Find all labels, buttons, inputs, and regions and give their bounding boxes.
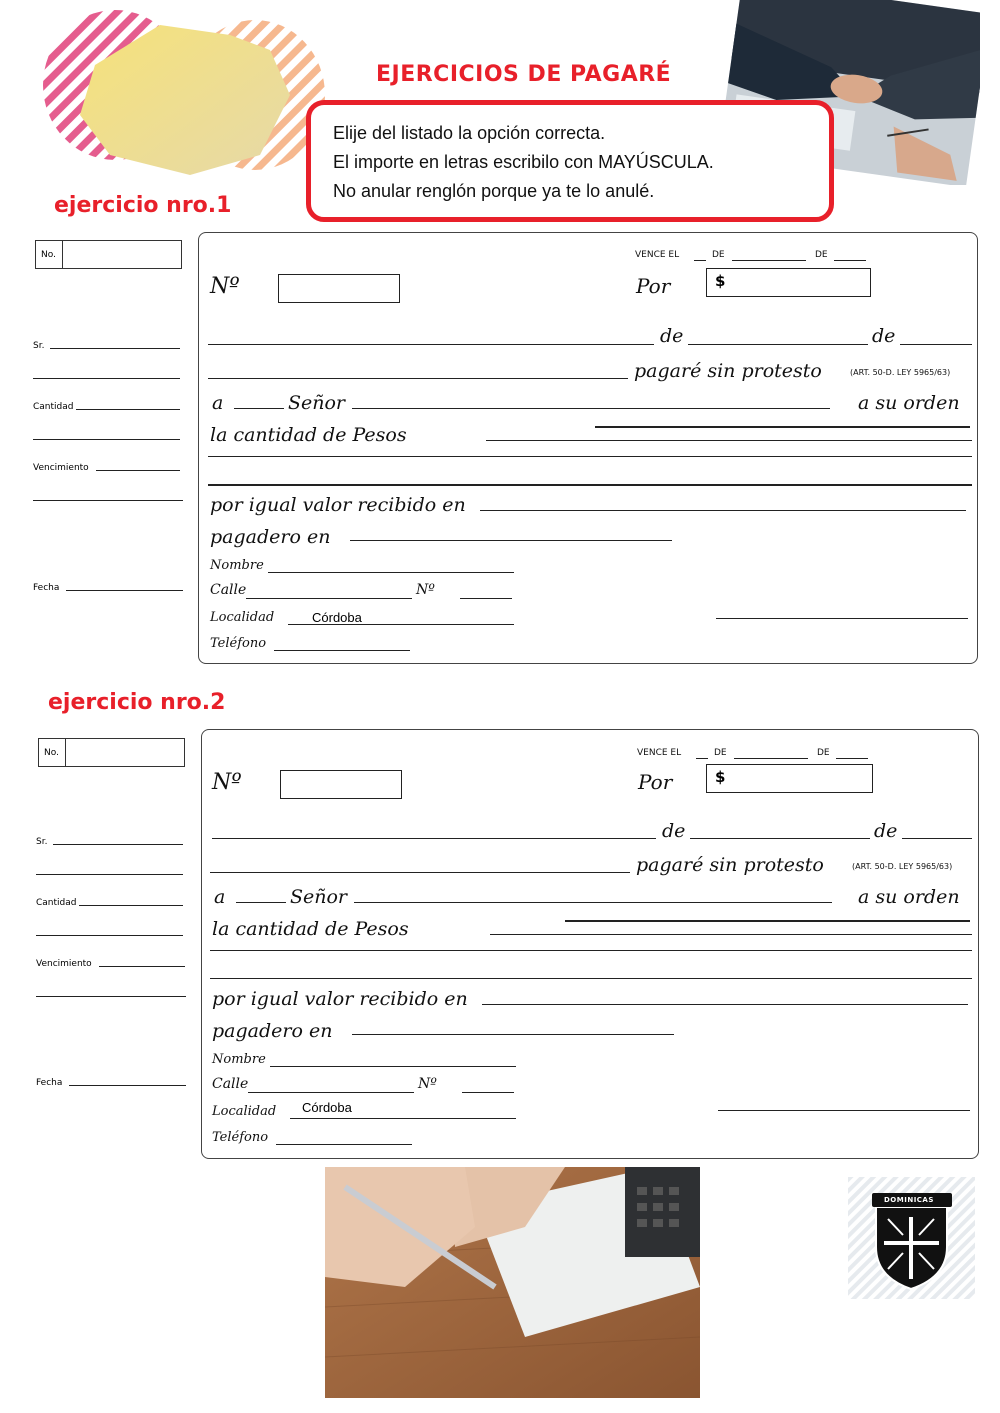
stub-number-field[interactable] [38, 738, 185, 767]
de-label: DE [815, 250, 828, 260]
number-input[interactable] [278, 274, 400, 303]
instruction-line: El importe en letras escribilo con MAYÚSCULA. [333, 152, 714, 172]
localidad-label: Localidad [212, 1104, 277, 1119]
signature-line [716, 618, 968, 619]
nombre-label: Nombre [212, 1052, 266, 1067]
de-label: de [872, 325, 896, 347]
stub-vencimiento-label: Vencimiento [36, 959, 92, 969]
decorative-splash [40, 5, 330, 195]
cantidad-label: la cantidad de Pesos [210, 424, 407, 446]
instruction-line: No anular renglón porque ya te lo anulé. [333, 181, 655, 201]
stub-no-label: No. [41, 250, 56, 260]
num-label: Nº [416, 582, 435, 598]
exercise-1-label: ejercicio nro.1 [54, 193, 232, 218]
exercise-1 [0, 228, 1000, 668]
calle-label: Calle [212, 1076, 249, 1092]
de-label: DE [817, 748, 830, 758]
senor-label: Señor [290, 886, 348, 908]
por-label: Por [638, 770, 673, 794]
localidad-value: Córdoba [302, 1100, 352, 1115]
de-label: de [662, 820, 686, 842]
igual-label: por igual valor recibido en [212, 988, 468, 1010]
num-label: Nº [418, 1076, 437, 1092]
stub-number-field[interactable] [35, 240, 182, 269]
stub-no-label: No. [44, 748, 59, 758]
localidad-value: Córdoba [312, 610, 362, 625]
stub-vencimiento-label: Vencimiento [33, 463, 89, 473]
stub-fecha-label: Fecha [36, 1078, 63, 1088]
stub-fecha-label: Fecha [33, 583, 60, 593]
instruction-line: Elije del listado la opción correcta. [333, 123, 606, 143]
logo-text: DOMINICAS [884, 1196, 934, 1204]
localidad-label: Localidad [210, 610, 275, 625]
orden-label: a su orden [858, 886, 960, 908]
page-title: EJERCICIOS DE PAGARÉ [376, 62, 672, 87]
signature-line [718, 1110, 970, 1111]
amount-input[interactable] [706, 268, 871, 297]
stub-cantidad-label: Cantidad [33, 402, 74, 412]
telefono-label: Teléfono [212, 1130, 269, 1145]
numero-label: Nº [212, 770, 242, 795]
nombre-label: Nombre [210, 558, 264, 573]
pagare-label: pagaré sin protesto [636, 854, 824, 876]
ley-label: (ART. 50-D. LEY 5965/63) [850, 368, 951, 377]
exercise-2 [0, 724, 1000, 1164]
pagadero-label: pagadero en [212, 1020, 333, 1042]
amount-input[interactable] [706, 764, 873, 793]
currency-symbol: $ [715, 768, 726, 786]
de-label: DE [714, 748, 727, 758]
calle-label: Calle [210, 582, 247, 598]
a-label: a [214, 886, 226, 908]
orden-label: a su orden [858, 392, 960, 414]
cantidad-label: la cantidad de Pesos [212, 918, 409, 940]
stub-sr-label: Sr. [33, 341, 45, 351]
currency-symbol: $ [715, 272, 726, 290]
de-label: de [874, 820, 898, 842]
de-label: de [660, 325, 684, 347]
senor-label: Señor [288, 392, 346, 414]
de-label: DE [712, 250, 725, 260]
por-label: Por [636, 274, 671, 298]
school-logo [848, 1177, 975, 1299]
numero-label: Nº [210, 274, 240, 299]
instructions-box [306, 100, 834, 222]
ley-label: (ART. 50-D. LEY 5965/63) [852, 862, 953, 871]
igual-label: por igual valor recibido en [210, 494, 466, 516]
a-label: a [212, 392, 224, 414]
exercise-2-label: ejercicio nro.2 [48, 690, 226, 715]
stub-sr-label: Sr. [36, 837, 48, 847]
vence-label: VENCE EL [637, 748, 682, 758]
number-input[interactable] [280, 770, 402, 799]
vence-label: VENCE EL [635, 250, 680, 260]
telefono-label: Teléfono [210, 636, 267, 651]
pagadero-label: pagadero en [210, 526, 331, 548]
writing-check-photo [325, 1167, 700, 1398]
pagare-label: pagaré sin protesto [634, 360, 822, 382]
stub-cantidad-label: Cantidad [36, 898, 77, 908]
